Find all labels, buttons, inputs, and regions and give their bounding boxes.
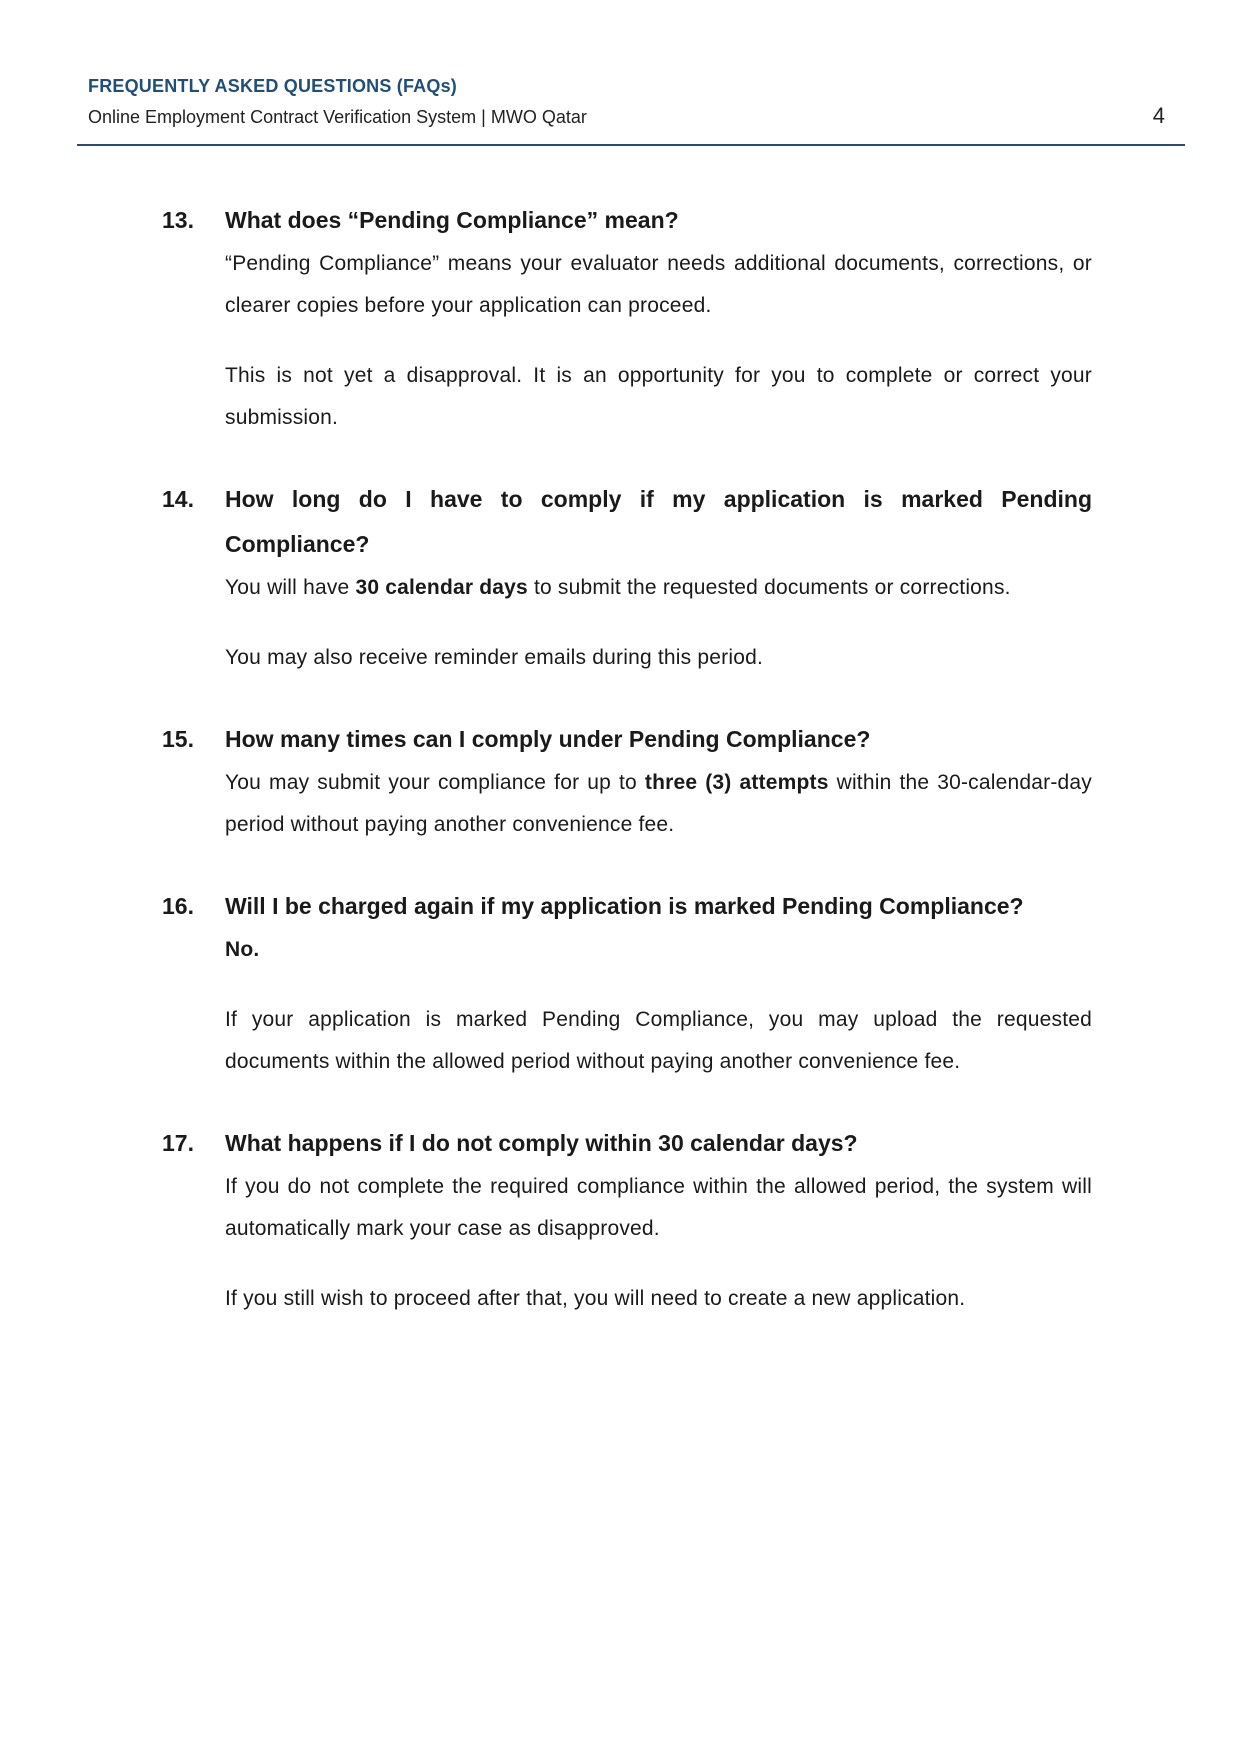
faq-item-13 xyxy=(162,198,1092,439)
faq-number: 16. xyxy=(162,893,194,919)
faq-answer xyxy=(225,762,1092,846)
answer-paragraph: “Pending Compliance” means your evaluator needs additional documents, corrections, or clearer copies before your application can proceed. xyxy=(225,252,1092,317)
header-subtitle: Online Employment Contract Verification System | MWO Qatar xyxy=(88,107,587,127)
faq-number: 13. xyxy=(162,207,194,233)
answer-paragraph: If you still wish to proceed after that, you will need to create a new application. xyxy=(225,1287,966,1310)
answer-text: You will have xyxy=(225,576,356,599)
answer-paragraph xyxy=(225,567,1092,609)
answer-paragraph: You may also receive reminder emails during this period. xyxy=(225,646,764,669)
page-number: 4 xyxy=(1152,103,1165,128)
answer-paragraph: If you do not complete the required compliance within the allowed period, the system will automatically mark your case as disapproved. xyxy=(225,1175,1092,1240)
faq-item-17 xyxy=(162,1121,1092,1320)
answer-text: You may submit your compliance for up to xyxy=(225,771,645,794)
answer-emphasis: three (3) attempts xyxy=(644,771,829,794)
faq-number: 17. xyxy=(162,1130,194,1156)
faq-question: What does “Pending Compliance” mean? xyxy=(225,207,679,233)
faq-item-15 xyxy=(162,717,1092,846)
faq-answer xyxy=(225,567,1092,679)
faq-answer xyxy=(225,1166,1092,1320)
faq-item-16 xyxy=(162,884,1092,1083)
answer-text: within the 30-calendar-day period without paying another convenience fee. xyxy=(225,771,1092,836)
faq-list xyxy=(162,198,1092,1358)
faq-question: How long do I have to comply if my application is marked Pending Compliance? xyxy=(225,486,1092,557)
answer-paragraph: If your application is marked Pending Compliance, you may upload the requested documents within the allowed period without paying another convenience fee. xyxy=(225,1008,1092,1073)
answer-paragraph: This is not yet a disapproval. It is an opportunity for you to complete or correct your submission. xyxy=(225,364,1092,429)
faq-item-14 xyxy=(162,477,1092,679)
faq-answer xyxy=(225,929,1092,1083)
faq-number: 15. xyxy=(162,726,194,752)
faq-question: How many times can I comply under Pending Compliance? xyxy=(225,726,871,752)
page-header xyxy=(77,58,1185,146)
faq-number: 14. xyxy=(162,486,194,512)
answer-text: to submit the requested documents or corrections. xyxy=(527,576,1011,599)
short-answer: No. xyxy=(225,938,260,961)
faq-question: Will I be charged again if my application is marked Pending Compliance? xyxy=(225,893,1024,919)
faq-answer xyxy=(225,243,1092,439)
header-title: FREQUENTLY ASKED QUESTIONS (FAQs) xyxy=(88,76,457,96)
answer-emphasis: 30 calendar days xyxy=(355,576,528,599)
answer-paragraph xyxy=(225,762,1092,846)
faq-question: What happens if I do not comply within 30 calendar days? xyxy=(225,1130,858,1156)
